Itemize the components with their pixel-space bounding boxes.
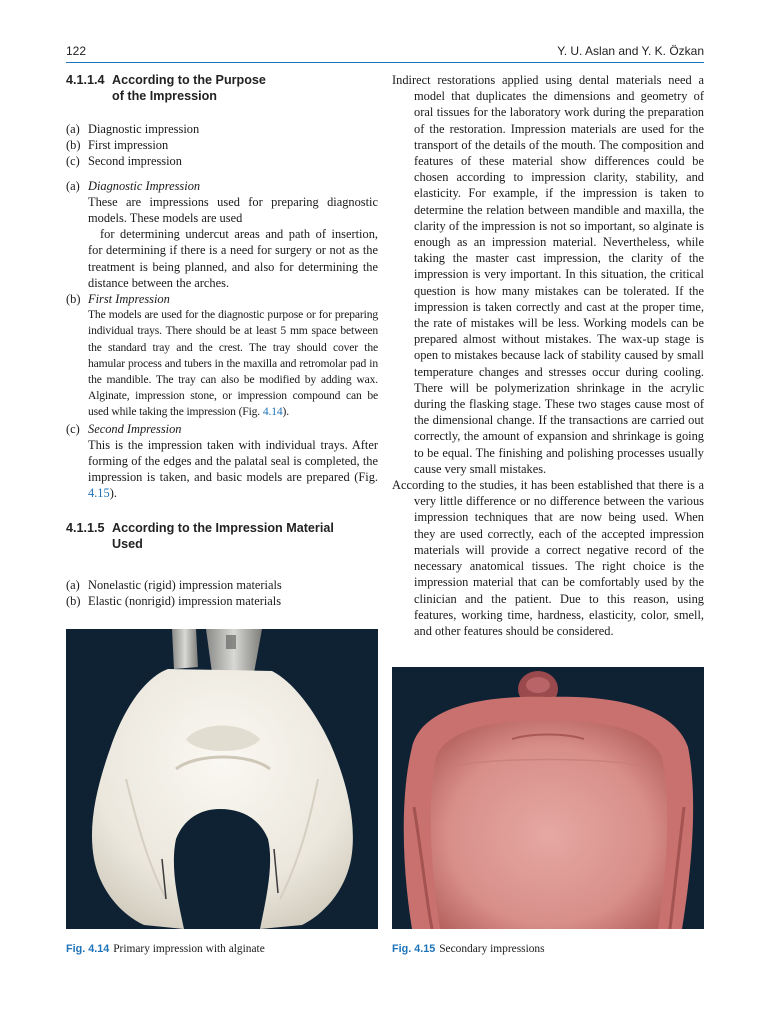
figure-4-14-caption <box>66 943 265 955</box>
caption-text: Secondary impressions <box>439 943 545 955</box>
item-title: First Impression <box>88 292 170 307</box>
section-number: 4.1.1.5 <box>66 520 105 535</box>
list-item: (c) Second impression <box>66 154 182 169</box>
purpose-list <box>66 121 378 170</box>
caption-text: Primary impression with alginate <box>113 943 265 955</box>
item-title: Diagnostic Impression <box>88 178 201 193</box>
paragraph: The models are used for the diagnostic purpose or for preparing individual trays. There should be at least 5 mm space between the standard tray and the crest. The tray should cover the hamular process and tubers in the maxilla and retromolar pad in the mandible. The tray can also be modified by adding wax. Alginate, impression stone, or impression compound can be used while taking the impression (Fig. 4.14). <box>88 308 378 419</box>
figure-4-15-caption <box>392 943 545 955</box>
section-title-line2: Used <box>112 536 143 551</box>
header-rule <box>66 62 704 63</box>
figure-4-14-photo <box>66 629 378 929</box>
section-heading-purpose <box>66 72 378 104</box>
running-header-authors: Y. U. Aslan and Y. K. Özkan <box>557 44 704 58</box>
material-list <box>66 577 378 609</box>
figure-label: Fig. 4.14 <box>66 943 110 955</box>
figure-link[interactable]: 4.14 <box>262 405 283 419</box>
right-column <box>392 72 704 639</box>
list-item: (a) Nonelastic (rigid) impression materials <box>66 577 282 592</box>
figure-label: Fig. 4.15 <box>392 943 436 955</box>
paragraph: These are impressions used for preparing diagnostic models. These models are used <box>88 194 378 226</box>
secondary-impression-illustration <box>392 667 704 929</box>
figure-4-15-photo <box>392 667 704 929</box>
paragraph: for determining undercut areas and path of insertion, for determining if there is a need for surgery or not as the treatment is being planned, and also for determining the distance between the arches. <box>88 227 378 290</box>
figure-link[interactable]: 4.15 <box>88 486 110 501</box>
item-title: Second Impression <box>88 421 182 436</box>
section-heading-material <box>66 520 378 552</box>
section-title-line2: of the Impression <box>112 89 217 103</box>
paragraph: Indirect restorations applied using dental materials need a model that duplicates the dimensions and geometry of oral tissues for the laboratory work during the preparation of the restoration. Impression materials are used for the transport of the details of the mouth. The composition and features of these material show differences could be chosen according to impression clarity, stability, and elasticity. For example, if the impression is taken to determine the relation between mandible and maxilla, the clarity of the impression is not so important, so alginate is enough as an impression material. Nevertheless, while taking the master cast impression, the clarity of the impression is very important. In this situation, the critical question is how many mistakes can be tolerated. If the impression is taken correctly and cast at the proper time, the rate of mistakes will be less. Working models can be prepared almost without mistakes. The wax-up stage is open to mistakes because lack of stability caused by small temperature changes and stresses occur during cooling. There will be polymerization shrinkage in the acrylic during the flasking stage. These two stages cause most of the dimensional change. If the transactions are carried out correctly, the amount of expansion and shrinkage is going to be equal. The finishing and polishing processes usually cause very small mistakes. <box>392 73 704 476</box>
section-title-line1: According to the Impression Material <box>112 520 334 535</box>
paragraph: This is the impression taken with individual trays. After forming of the edges and the palatal seal is completed, the impression is taken, and basic models are prepared (Fig. 4.15). <box>88 437 378 501</box>
list-item: (b) Elastic (nonrigid) impression materials <box>66 593 282 608</box>
second-impression-item: (c) Second Impression This is the impression taken with individual trays. After forming of the edges and the palatal seal is completed, the impression is taken, and basic models are prepared (Fig. 4.15). <box>66 421 378 501</box>
first-impression-item: (b) First Impression The models are used for the diagnostic purpose or for preparing individual trays. There should be at least 5 mm space between the standard tray and the crest. The tray should cover the hamular process and tubers in the maxilla and retromolar pad in the mandible. The tray can also be modified by adding wax. Alginate, impression stone, or impression compound can be used while taking the impression (Fig. 4.14). <box>66 291 378 421</box>
alginate-impression-illustration <box>66 629 378 929</box>
section-title-line1: According to the Purpose <box>112 73 266 87</box>
diagnostic-impression-item: (a) Diagnostic Impression These are impressions used for preparing diagnostic models. These models are used for determining undercut areas and path of insertion, for determining if there is a need for surgery or not as the treatment is being planned, and also for determining the distance between the arches. <box>66 178 378 290</box>
paragraph: According to the studies, it has been established that there is a very little difference or no difference between the various impression techniques that are now being used. When they are used correctly, each of the accepted impression materials will provide a correct negative record of the necessary anatomical tissues. The right choice is the impression material that can be comfortably used by the clinician and the patient. Due to this reason, using features, working time, hardness, elasticity, color, smell, and other features should be considered. <box>392 478 704 638</box>
page-number: 122 <box>66 44 87 58</box>
list-item: (b) First impression <box>66 138 169 153</box>
left-column <box>66 72 378 609</box>
section-number: 4.1.1.4 <box>66 73 105 87</box>
list-item: (a) Diagnostic impression <box>66 122 200 136</box>
